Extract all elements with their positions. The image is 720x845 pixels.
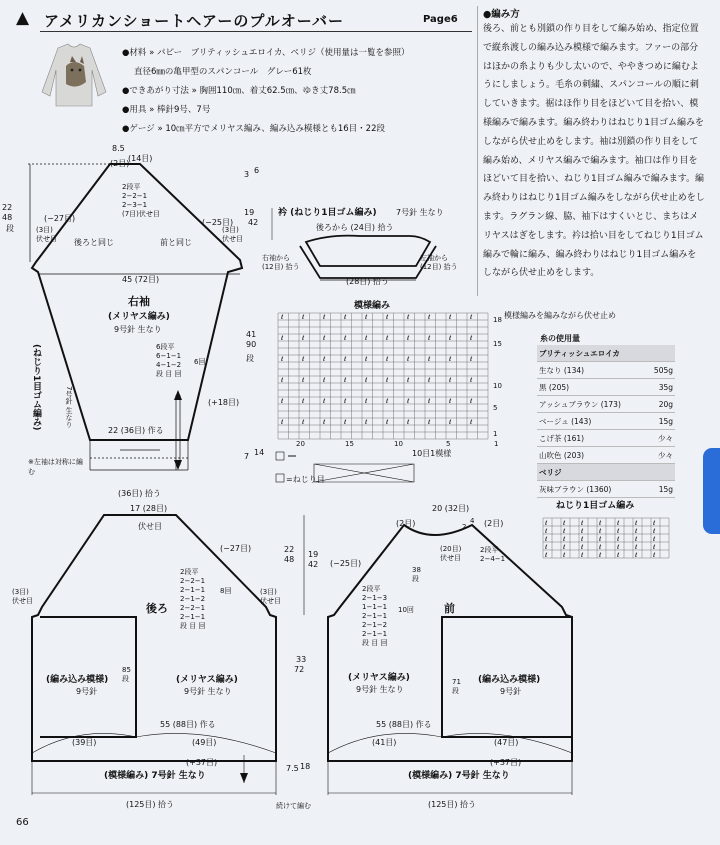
rib-stitch-mark: ℓ [599,528,602,535]
yarn-amount: 15g [646,481,675,498]
sleeve-needle: 9号針 生なり [114,325,162,334]
rib-stitch-mark: ℓ [581,552,584,559]
pattern-stitch-mark: ℓ [281,419,284,426]
front-rows71: 71 段 [452,678,461,695]
sleeve-h7: 7 [244,452,250,461]
sleeve-stitch: (メリヤス編み) [108,312,170,322]
rib-stitch-mark: ℓ [581,528,584,535]
front-jacquard: (編み込み模様) [478,675,541,685]
front-rows38: 38 段 [412,566,421,583]
rib-stitch-mark: ℓ [599,520,602,527]
pattern-legend-twist: =ねじり目 [286,475,325,484]
yarn-table [537,345,675,498]
yarn-name: 生なり (134) [537,362,646,379]
pattern-stitch-mark: ℓ [449,419,452,426]
back-pattern: (模様編み) 7号針 生なり [104,771,206,781]
collar-title: 衿 (ねじり1目ゴム編み) [278,208,377,218]
pattern-stitch-mark: ℓ [449,335,452,342]
yarn-row [537,362,675,379]
pattern-stitch-mark: ℓ [470,314,473,321]
yarn-amount: 少々 [646,447,675,464]
rib-stitch-mark: ℓ [581,544,584,551]
rib-stitch-mark: ℓ [635,520,638,527]
rib-stitch-mark: ℓ [545,544,548,551]
yarn-row [537,413,675,430]
pattern-stitch-mark: ℓ [344,356,347,363]
pattern-stitch-mark: ℓ [407,314,410,321]
sleeve-h-dan: 段 [246,354,254,363]
pattern-stitch-mark: ℓ [407,398,410,405]
pattern-stitch-mark: ℓ [281,335,284,342]
yarn-amount: 35g [646,379,675,396]
pattern-stitch-mark: ℓ [428,377,431,384]
rib-stitch-mark: ℓ [653,536,656,543]
back-right-49: (49目) [192,738,217,747]
yarn-row [537,345,675,362]
yarn-row [537,447,675,464]
front-top2-left: (2目) [396,519,416,528]
front-r2: 2 [462,523,467,531]
sleeve-cuff-needle: 7号針 生なり [65,386,73,428]
front-pattern: (模様編み) 7号針 生なり [408,771,510,781]
instructions-text: 後ろ、前とも別鎖の作り目をして編み始め、指定位置で縦糸渡しの編み込み模様で編みます。ファーの部分はほかの糸よりも少し太いので、ややきつめに編むようにしましょう。毛糸の刺繍、スパンコールの順に刺していきます。裾はほ作り目をほどいて目を拾い、模様編みで編みます。編み終わりはねじり1目ゴム編みをしながら伏せ止めをします。袖は別鎖の作り目をして編み始め、メリヤス編みで編みます。袖口は作り目をほどいて目を拾い、ねじり1目ゴム編みで編みます。編み終わりはねじり1目ゴム編みをしながら伏せ止めをします。ラグラン線、脇、袖下はすくいとじ、まちはメリヤスはぎをします。衿は拾い目をしてねじり1目ゴム編みで輪に編み、編み終わりはねじり1目ゴム編みをしながら伏せ止めをします。 [483,24,705,279]
sleeve-back-same: 後ろと同じ [74,238,114,247]
yarn-amount: 20g [646,396,675,413]
front-plus37: (+37目) [490,758,522,767]
rib-stitch-mark: ℓ [617,536,620,543]
yarn-row [537,481,675,498]
pattern-stitch-mark: ℓ [386,398,389,405]
spec-material: ●材料 » パピー ブリティッシュエロイカ、ベリジ（使用量は一覧を参照） [122,48,410,58]
pattern-stitch-mark: ℓ [428,398,431,405]
rib-stitch-mark: ℓ [653,552,656,559]
rib-stitch-mark: ℓ [617,520,620,527]
pattern-stitch-mark: ℓ [281,356,284,363]
pattern-row-15: 15 [493,340,502,348]
pattern-stitch-mark: ℓ [386,377,389,384]
instructions-title: ●編み方 [483,9,520,20]
spec-tools: ●用具 » 棒針9号、7号 [122,105,211,115]
back-name: 後ろ [146,602,168,615]
yarn-row [537,430,675,447]
yarn-amount: 少々 [646,430,675,447]
collar-left-pick: 左袖から (12目) 拾う [420,254,458,271]
rib-stitch-mark: ℓ [563,552,566,559]
pattern-stitch-mark: ℓ [449,314,452,321]
pattern-stitch-mark: ℓ [386,314,389,321]
sleeve-h14: 14 [254,448,265,457]
sleeve-left-unit: 段 [6,224,14,233]
rib-stitch-mark: ℓ [635,536,638,543]
sleeve-dec-right: (−25目) [202,218,234,227]
front-pick: (125目) 拾う [428,800,477,809]
pattern-stitch-mark: ℓ [323,314,326,321]
front-h72: 72 [294,665,305,674]
pattern-chart [270,305,490,455]
front-left-41: (41目) [372,738,397,747]
sleeve-cast-on: 22 (36目) 作る [108,426,164,435]
back-bind-right: (3目) 伏せ目 [260,588,281,605]
pattern-note: 模様編みを編みながら伏せ止め [504,311,616,320]
yarn-name: こげ茶 (161) [537,430,646,447]
sleeve-inc-total: 6回 [194,358,206,366]
sleeve-bind-left: (3目) 伏せ目 [36,226,57,243]
front-top: 20 (32目) [432,504,470,513]
sleeve-left-rows: 48 [2,213,13,222]
back-jacquard-needle: 9号針 [76,687,98,696]
back-dec-label: (−27目) [220,544,252,553]
rib-stitch-mark: ℓ [617,528,620,535]
header-divider [40,31,472,32]
pattern-stitch-mark: ℓ [302,398,305,405]
sleeve-left-height: 22 [2,203,13,212]
section-mark-icon: ▲ [16,8,30,28]
pattern-row-10: 10 [493,382,502,390]
collar-h42: 42 [248,218,259,227]
sleeve-note: ※左袖は対称に編む [28,458,83,476]
sleeve-top-width: 8.5 [112,144,125,153]
rib-stitch-mark: ℓ [653,544,656,551]
sleeve-inc-table: 6段平 6−1−1 4−1−2 段 目 回 [156,343,182,378]
pattern-stitch-mark: ℓ [407,335,410,342]
continue-knit: 続けて編む [276,802,311,810]
pattern-row-5: 5 [493,404,498,412]
collar-h3: 3 [244,170,250,179]
rib-stitch-mark: ℓ [599,536,602,543]
back-left-39: (39目) [72,738,97,747]
back-h48: 48 [284,555,295,564]
pattern-stitch-mark: ℓ [302,314,305,321]
rib-stitch-mark: ℓ [653,520,656,527]
front-h7: 7.5 [286,764,299,773]
pattern-stitch-mark: ℓ [428,419,431,426]
back-bind: 伏せ目 [138,522,162,531]
pattern-stitch-mark: ℓ [365,377,368,384]
back-top: 17 (28目) [130,504,168,513]
yarn-name: 山吹色 (203) [537,447,646,464]
rib-stitch-mark: ℓ [563,520,566,527]
front-left-dec: (−25目) [330,559,362,568]
rib-title: ねじり1目ゴム編み [556,501,635,511]
front-stockinette-needle: 9号針 生なり [356,685,404,694]
yarn-amount: 505g [646,362,675,379]
spec-gauge: ●ゲージ » 10㎝平方でメリヤス編み、編み込み模様とも16目・22段 [122,124,385,134]
yarn-amount [646,345,675,362]
front-r4: 4 [470,517,475,525]
sleeve-cuff-label: (ねじり1目ゴム編み) [31,344,41,431]
page-label: Page6 [423,14,458,25]
yarn-name: 黒 (205) [537,379,646,396]
page-number: 66 [16,817,29,828]
front-name: 前 [444,602,455,615]
sleeve-plus18: (+18目) [208,398,240,407]
pattern-stitch-mark: ℓ [470,398,473,405]
pattern-col-10: 10 [394,440,403,448]
rib-stitch-mark: ℓ [635,552,638,559]
pattern-stitch-mark: ℓ [344,335,347,342]
back-plus37: (+37目) [186,758,218,767]
yarn-amount: 15g [646,413,675,430]
rib-stitch-mark: ℓ [545,528,548,535]
pattern-col-20: 20 [296,440,305,448]
pattern-stitch-mark: ℓ [344,314,347,321]
pattern-stitch-mark: ℓ [407,356,410,363]
pattern-stitch-mark: ℓ [365,398,368,405]
pattern-stitch-mark: ℓ [344,419,347,426]
pattern-stitch-mark: ℓ [449,398,452,405]
pattern-stitch-mark: ℓ [344,377,347,384]
page-title: アメリカンショートヘアーのプルオーバー [44,12,345,30]
back-stockinette-needle: 9号針 生なり [184,687,232,696]
instructions-divider [477,6,478,296]
front-jacquard-needle: 9号針 [500,687,522,696]
pattern-stitch-mark: ℓ [302,335,305,342]
pattern-stitch-mark: ℓ [281,398,284,405]
front-right-dec: 2段平 2−4−1 [480,546,506,563]
front-h42: 42 [308,560,319,569]
pattern-stitch-mark: ℓ [470,419,473,426]
sleeve-top-sts: (14目) [128,154,153,163]
pattern-row-1: 1 [493,430,498,438]
pattern-stitch-mark: ℓ [470,335,473,342]
yarn-row [537,396,675,413]
sweater-photo [38,40,110,110]
pattern-stitch-mark: ℓ [386,356,389,363]
yarn-row [537,464,675,481]
back-dec-total: 8回 [220,587,232,595]
pattern-stitch-mark: ℓ [281,377,284,384]
back-jacquard: (編み込み模様) [46,675,109,685]
pattern-repeat: 10目1模様 [412,449,452,458]
sleeve-top-2: (2目) [110,159,130,168]
yarn-name: ブリティッシュエロイカ [537,345,646,362]
yarn-name: アッシュブラウン (173) [537,396,646,413]
rib-stitch-mark: ℓ [581,536,584,543]
pattern-stitch-mark: ℓ [302,377,305,384]
pattern-stitch-mark: ℓ [365,314,368,321]
pattern-stitch-mark: ℓ [323,398,326,405]
sleeve-width: 45 (72目) [122,275,160,284]
yarn-amount [646,464,675,481]
front-top2-right: (2目) [484,519,504,528]
rib-stitch-mark: ℓ [563,528,566,535]
back-dec-table: 2段平 2−2−1 2−1−1 2−1−2 2−2−1 2−1−1 段 目 回 [180,568,206,630]
collar-h19: 19 [244,208,255,217]
pattern-stitch-mark: ℓ [470,377,473,384]
collar-h6: 6 [254,166,260,175]
pattern-stitch-mark: ℓ [365,419,368,426]
back-bind-left: (3目) 伏せ目 [12,588,33,605]
front-mid-bind: (20目) 伏せ目 [440,545,462,562]
pattern-col-1: 1 [494,440,499,448]
pattern-stitch-mark: ℓ [365,356,368,363]
collar-needle: 7号針 生なり [396,208,444,217]
pattern-stitch-mark: ℓ [323,419,326,426]
pattern-stitch-mark: ℓ [365,335,368,342]
rib-stitch-mark: ℓ [563,544,566,551]
pattern-stitch-mark: ℓ [302,356,305,363]
rib-stitch-mark: ℓ [581,520,584,527]
pattern-stitch-mark: ℓ [323,377,326,384]
back-cast-on: 55 (88目) 作る [160,720,216,729]
yarn-row [537,379,675,396]
rib-stitch-mark: ℓ [635,528,638,535]
sleeve-dec-left: (−27目) [44,214,76,223]
front-h33: 33 [296,655,307,664]
rib-stitch-mark: ℓ [617,552,620,559]
pattern-stitch-mark: ℓ [407,419,410,426]
pattern-stitch-mark: ℓ [281,314,284,321]
pattern-stitch-mark: ℓ [449,377,452,384]
pattern-title: 模様編み [354,301,391,311]
pattern-stitch-mark: ℓ [449,356,452,363]
sleeve-h90: 90 [246,340,257,349]
collar-front-pick: (28目) 拾う [346,277,389,286]
front-h18: 18 [300,762,311,771]
front-cast-on: 55 (88目) 作る [376,720,432,729]
rib-stitch-mark: ℓ [599,552,602,559]
sleeve-front-same: 前と同じ [160,238,192,247]
pattern-stitch-mark: ℓ [428,314,431,321]
sleeve-cuff-pick: (36目) 拾う [118,489,161,498]
pattern-stitch-mark: ℓ [323,356,326,363]
pattern-stitch-mark: ℓ [428,335,431,342]
pattern-stitch-mark: ℓ [407,377,410,384]
front-dec-total: 10回 [398,606,414,614]
collar-sleeve-pick: 右袖から (12目) 拾う [262,254,300,271]
rib-stitch-mark: ℓ [617,544,620,551]
yarn-name: 灰味ブラウン (1360) [537,481,646,498]
front-dec-table: 2段平 2−1−3 1−1−1 2−1−1 2−1−2 2−1−1 段 目 回 [362,585,388,647]
pattern-row-18: 18 [493,316,502,324]
front-stockinette: (メリヤス編み) [348,673,410,683]
pattern-col-15: 15 [345,440,354,448]
rib-stitch-mark: ℓ [635,544,638,551]
rib-stitch-mark: ℓ [545,552,548,559]
back-body-diagram [0,505,300,805]
pattern-stitch-mark: ℓ [386,335,389,342]
back-stockinette: (メリヤス編み) [176,675,238,685]
spec-material-2: 直径6㎜の亀甲型のスパンコール グレー61枚 [134,67,312,77]
sleeve-h41: 41 [246,330,257,339]
pattern-stitch-mark: ℓ [344,398,347,405]
rib-stitch-mark: ℓ [563,536,566,543]
pattern-col-5: 5 [446,440,451,448]
rib-stitch-mark: ℓ [545,520,548,527]
pattern-stitch-mark: ℓ [323,335,326,342]
pattern-stitch-mark: ℓ [428,356,431,363]
spec-size: ●できあがり寸法 » 胸囲110㎝、着丈62.5㎝、ゆき丈78.5㎝ [122,86,356,96]
collar-back-pick: 後ろから (24目) 拾う [316,223,394,232]
pattern-stitch-mark: ℓ [302,419,305,426]
sleeve-dec-table: 2段平 2−2−1 2−3−1 (7目)伏せ目 [122,183,160,218]
rib-stitch-mark: ℓ [653,528,656,535]
back-pick: (125目) 拾う [126,800,175,809]
yarn-name: ベリジ [537,464,646,481]
yarn-title: 糸の使用量 [540,334,580,343]
front-right-47: (47目) [494,738,519,747]
pattern-stitch-mark: ℓ [470,356,473,363]
back-h22: 22 [284,545,295,554]
pattern-stitch-mark: ℓ [386,419,389,426]
front-h19: 19 [308,550,319,559]
yarn-name: ベージュ (143) [537,413,646,430]
back-rows85: 85 段 [122,666,131,683]
sleeve-name: 右袖 [128,295,150,308]
rib-stitch-mark: ℓ [545,536,548,543]
rib-stitch-mark: ℓ [599,544,602,551]
index-tab [703,448,720,534]
sleeve-bind-right: (3目) 伏せ目 [222,226,243,243]
